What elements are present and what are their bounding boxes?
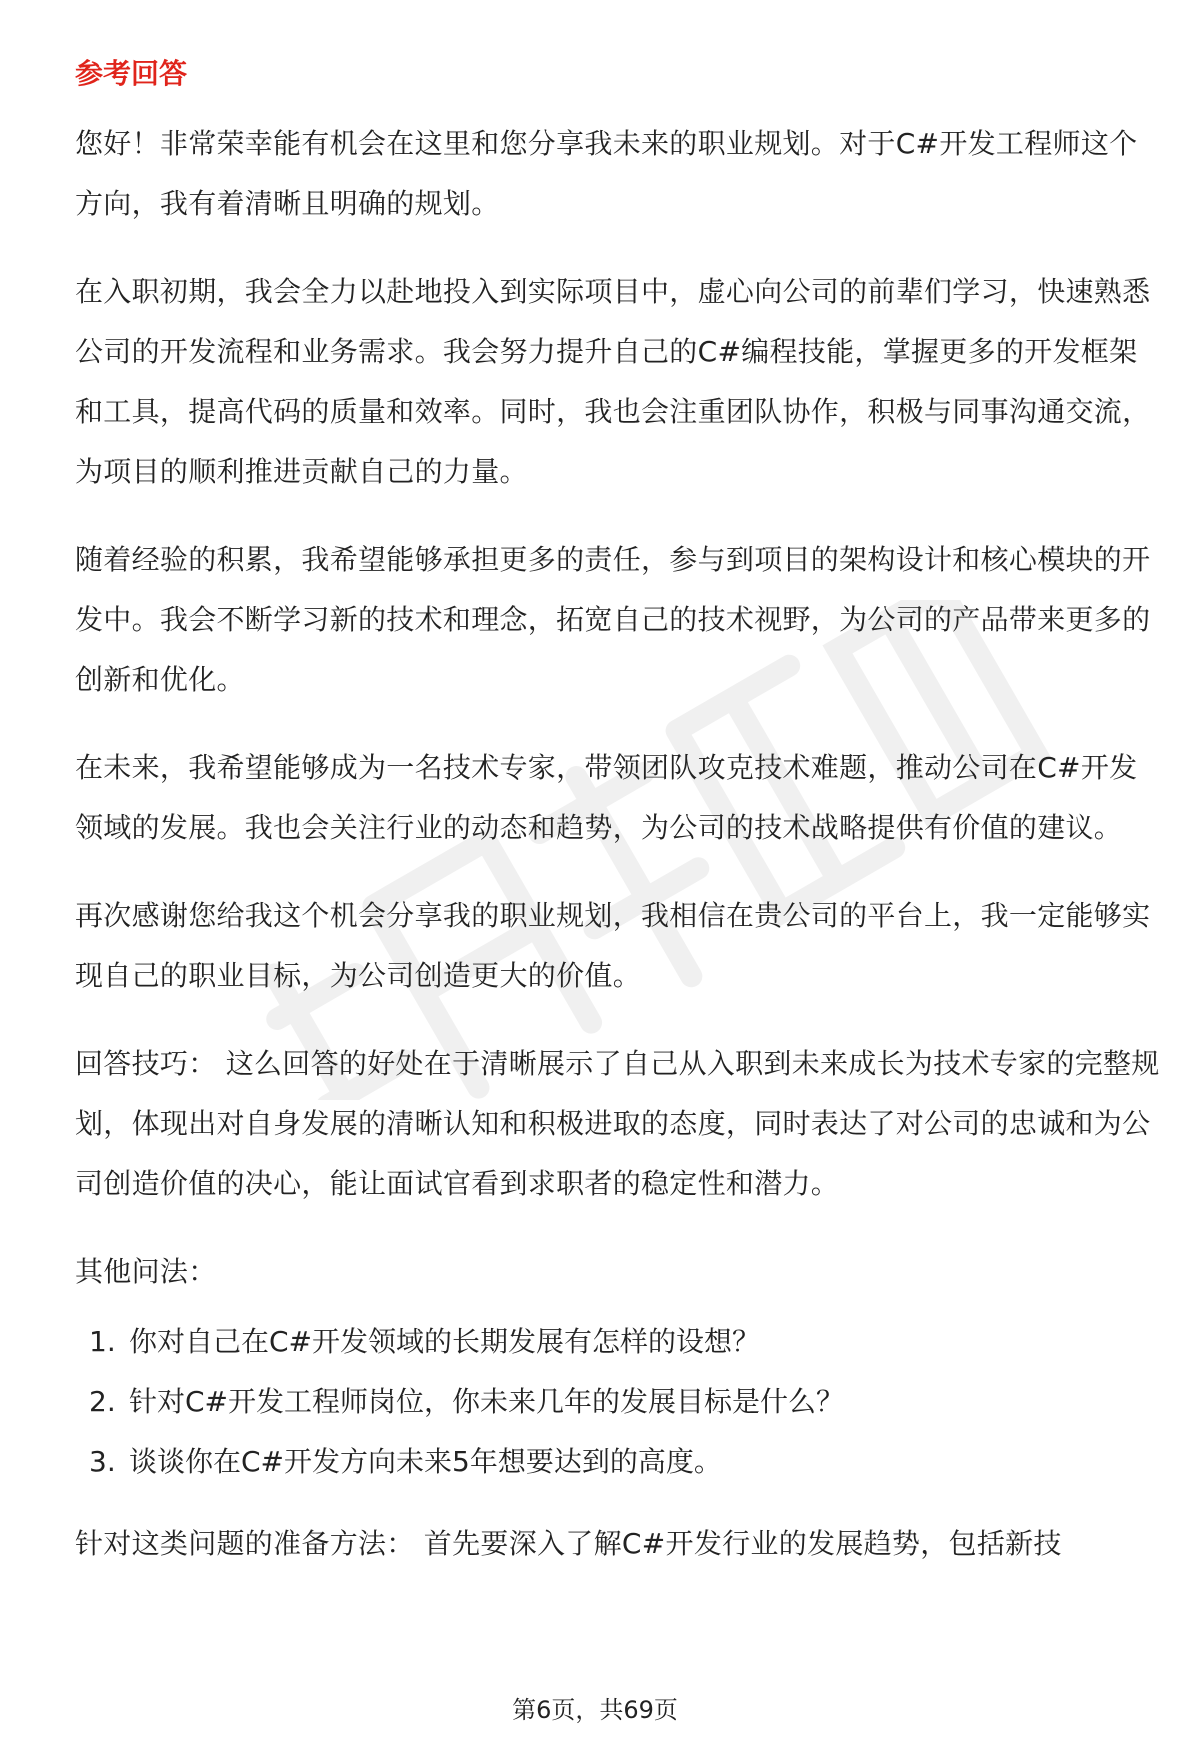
paragraph-prep-method: 针对这类问题的准备方法： 首先要深入了解C#开发行业的发展趋势，包括新技: [75, 1527, 1062, 1560]
list-item-number: 1.: [89, 1325, 116, 1358]
paragraph-intro: 您好！非常荣幸能有机会在这里和您分享我未来的职业规划。对于C#开发工程师这个方向，我有着清晰且明确的规划。: [75, 127, 1138, 220]
list-item: [75, 1432, 1165, 1492]
main-content: [75, 52, 1165, 1602]
section-title: 参考回答: [75, 57, 188, 90]
list-item: [75, 1372, 1165, 1432]
paragraph-future: 在未来，我希望能够成为一名技术专家，带领团队攻克技术难题，推动公司在C#开发领域的发展。我也会关注行业的动态和趋势，为公司的技术战略提供有价值的建议。: [75, 751, 1138, 844]
paragraph-tips: 回答技巧： 这么回答的好处在于清晰展示了自己从入职到未来成长为技术专家的完整规划，体现出对自身发展的清晰认知和积极进取的态度，同时表达了对公司的忠诚和为公司创造价值的决心，能让面试官看到求职者的稳定性和潜力。: [75, 1047, 1160, 1200]
paragraph-other-questions-heading: 其他问法：: [75, 1255, 217, 1288]
paragraph-thanks: 再次感谢您给我这个机会分享我的职业规划，我相信在贵公司的平台上，我一定能够实现自己的职业目标，为公司创造更大的价值。: [75, 899, 1151, 992]
list-item: [75, 1312, 1165, 1372]
paragraph-mid-stage: 随着经验的积累，我希望能够承担更多的责任，参与到项目的架构设计和核心模块的开发中。我会不断学习新的技术和理念，拓宽自己的技术视野，为公司的产品带来更多的创新和优化。: [75, 543, 1151, 696]
other-questions-list: [75, 1312, 1165, 1492]
page-footer: 第6页，共69页: [512, 1696, 678, 1724]
list-item-text: 谈谈你在C#开发方向未来5年想要达到的高度。: [129, 1445, 722, 1478]
list-item-text: 针对C#开发工程师岗位，你未来几年的发展目标是什么？: [129, 1385, 845, 1418]
list-item-number: 3.: [89, 1445, 116, 1478]
list-item-number: 2.: [89, 1385, 116, 1418]
list-item-text: 你对自己在C#开发领域的长期发展有怎样的设想？: [129, 1325, 761, 1358]
paragraph-early-stage: 在入职初期，我会全力以赴地投入到实际项目中，虚心向公司的前辈们学习，快速熟悉公司的开发流程和业务需求。我会努力提升自己的C#编程技能，掌握更多的开发框架和工具，提高代码的质量和效率。同时，我也会注重团队协作，积极与同事沟通交流，为项目的顺利推进贡献自己的力量。: [75, 275, 1151, 488]
